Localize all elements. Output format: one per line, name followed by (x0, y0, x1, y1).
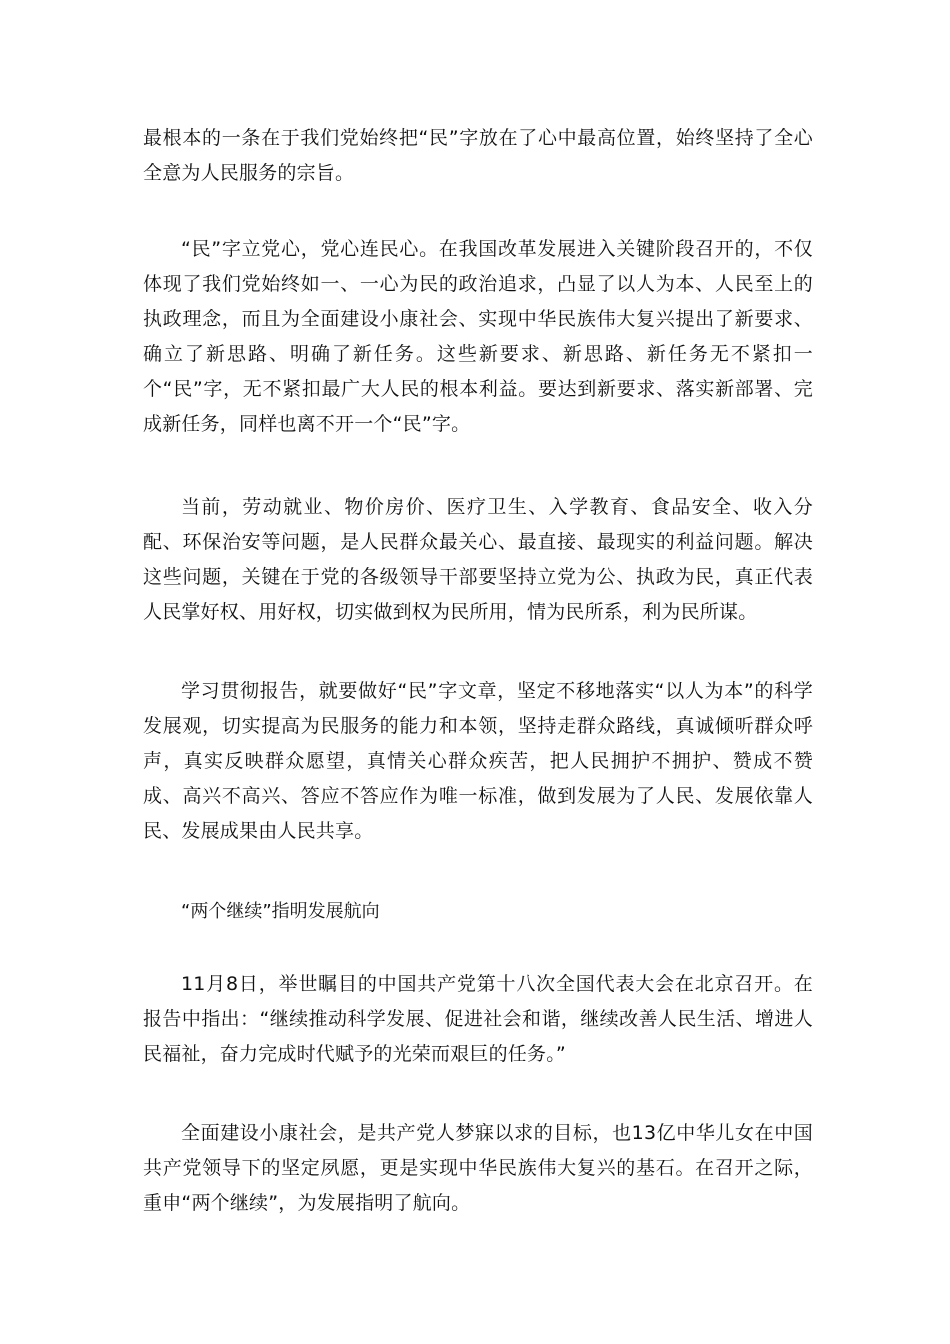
paragraph-xiaokang: 全面建设小康社会，是共产党人梦寐以求的目标，也13亿中华儿女在中国共产党领导下的坚定夙愿，更是实现中华民族伟大复兴的基石。在召开之际，重申“两个继续”，为发展指明了航向。 (143, 1122, 813, 1214)
paragraph-min-zi-dang-xin: “民”字立党心，党心连民心。在我国改革发展进入关键阶段召开的，不仅体现了我们党始终如一、一心为民的政治追求，凸显了以人为本、人民至上的执政理念，而且为全面建设小康社会、实现中华民族伟大复兴提出了新要求、确立了新思路、明确了新任务。这些新要求、新思路、新任务无不紧扣一个“民”字，无不紧扣最广大人民的根本利益。要达到新要求、落实新部署、完成新任务，同样也离不开一个“民”字。 (143, 238, 813, 435)
paragraph-study-report: 学习贯彻报告，就要做好“民”字文章，坚定不移地落实“以人为本”的科学发展观，切实提高为民服务的能力和本领，坚持走群众路线，真诚倾听群众呼声，真实反映群众愿望，真情关心群众疾苦，把人民拥护不拥护、赞成不赞成、高兴不高兴、答应不答应作为唯一标准，做到发展为了人民、发展依靠人民、发展成果由人民共享。 (143, 680, 813, 842)
section-heading: “两个继续”指明发展航向 (181, 901, 380, 922)
paragraph-congress-nov-8: 11月8日，举世瞩目的中国共产党第十八次全国代表大会在北京召开。在报告中指出：“继续推动科学发展、促进社会和谐，继续改善人民生活、增进人民福祉，奋力完成时代赋予的光荣而艰巨的任务。” (143, 973, 813, 1065)
paragraph-continuation: 最根本的一条在于我们党始终把“民”字放在了心中最高位置，始终坚持了全心全意为人民服务的宗旨。 (143, 127, 813, 184)
paragraph-current-issues: 当前，劳动就业、物价房价、医疗卫生、入学教育、食品安全、收入分配、环保治安等问题，是人民群众最关心、最直接、最现实的利益问题。解决这些问题，关键在于党的各级领导干部要坚持立党为公、执政为民，真正代表人民掌好权、用好权，切实做到权为民所用，情为民所系，利为民所谋。 (143, 496, 813, 623)
